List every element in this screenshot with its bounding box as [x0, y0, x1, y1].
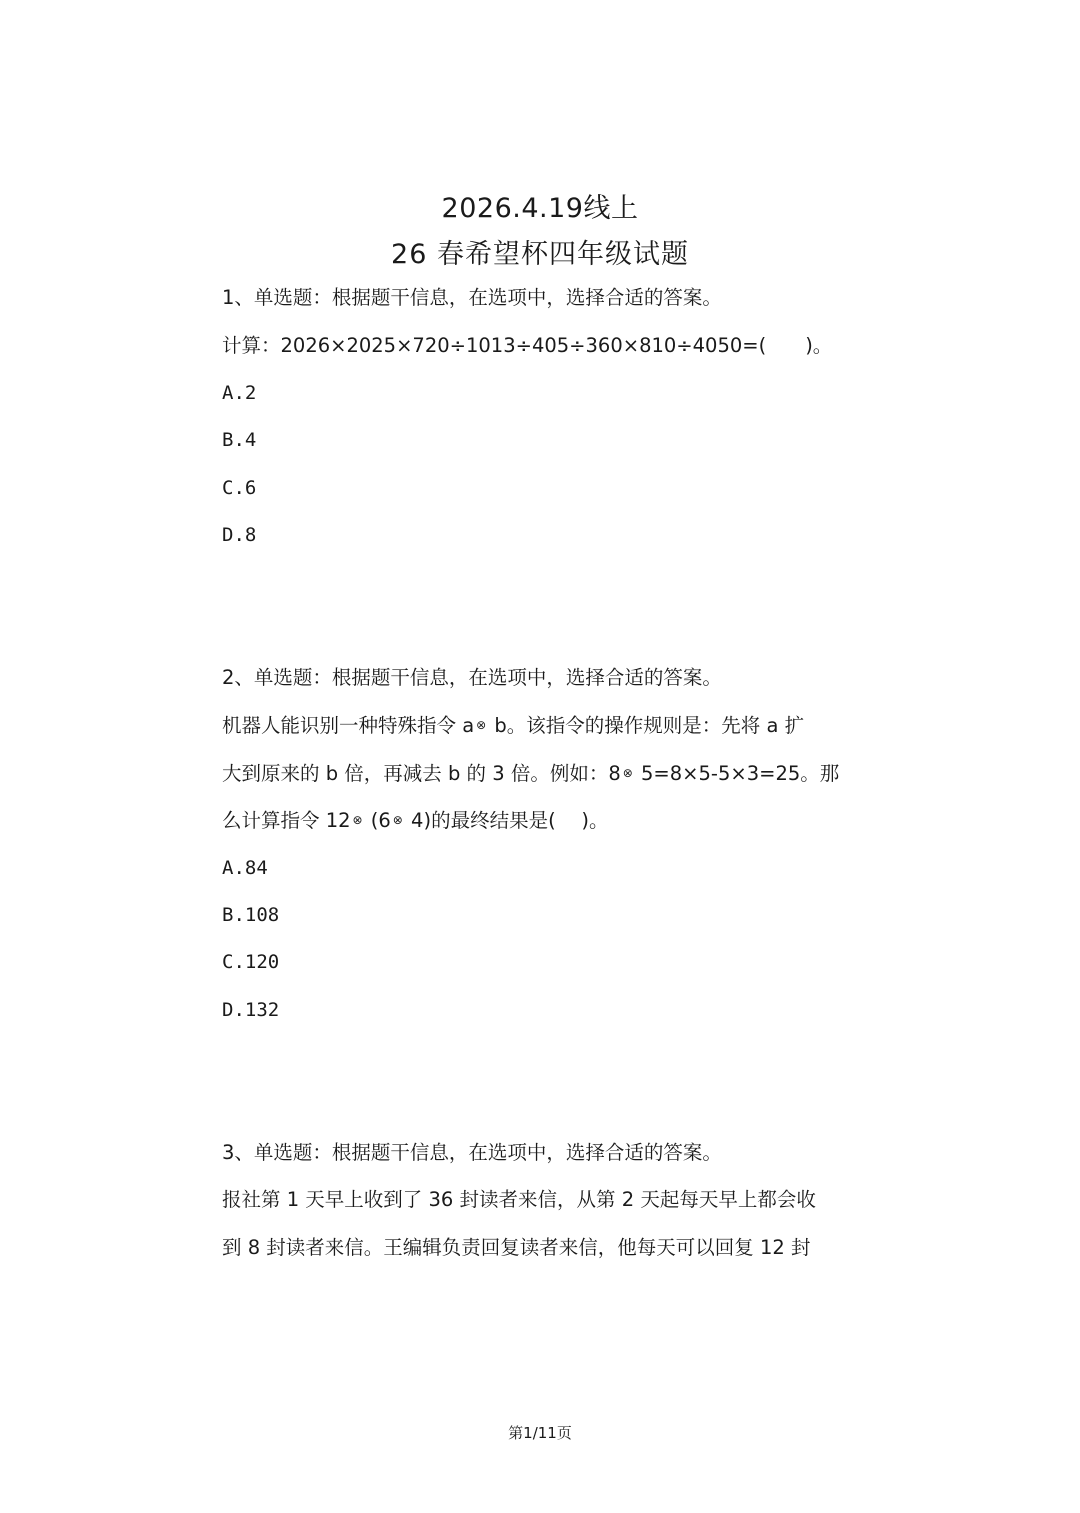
stem-text: (6	[364, 809, 391, 832]
page-title-date: 2026.4.19线上	[441, 193, 639, 224]
question-3-header: 3、单选题：根据题干信息，在选项中，选择合适的答案。	[222, 1141, 722, 1164]
question-1-stem: 计算：2026×2025×720÷1013÷405÷360×810÷4050=( )。	[222, 334, 833, 357]
question-2-option-a: A.84	[222, 857, 268, 879]
question-3-stem-line-2: 到 8 封读者来信。王编辑负责回复读者来信，他每天可以回复 12 封	[222, 1236, 811, 1259]
question-1-option-a: A.2	[222, 382, 257, 404]
question-2-header: 2、单选题：根据题干信息，在选项中，选择合适的答案。	[222, 666, 722, 689]
question-2-stem-line-3	[222, 806, 609, 835]
otimes-symbol: ⊗	[622, 766, 633, 780]
question-1-option-b: B.4	[222, 429, 257, 451]
page-number: 第1/11页	[508, 1424, 572, 1442]
stem-text: b。该指令的操作规则是：先将 a 扩	[488, 714, 805, 737]
stem-text: 么计算指令 12	[222, 809, 351, 832]
page-title: 26 春希望杯四年级试题	[391, 239, 689, 270]
stem-text: 机器人能识别一种特殊指令 a	[222, 714, 475, 737]
question-1-header: 1、单选题：根据题干信息，在选项中，选择合适的答案。	[222, 286, 722, 309]
question-2-stem-line-1	[222, 711, 804, 740]
question-2-stem-line-2	[222, 759, 839, 788]
question-2-option-d: D.132	[222, 999, 280, 1021]
question-2-option-c: C.120	[222, 951, 280, 973]
question-2-option-b: B.108	[222, 904, 280, 926]
question-1-option-c: C.6	[222, 477, 257, 499]
question-1-option-d: D.8	[222, 524, 257, 546]
stem-text: 5=8×5-5×3=25。那	[634, 762, 840, 785]
otimes-symbol: ⊗	[476, 718, 487, 732]
question-3-stem-line-1: 报社第 1 天早上收到了 36 封读者来信，从第 2 天起每天早上都会收	[222, 1188, 816, 1211]
otimes-symbol: ⊗	[352, 813, 363, 827]
stem-text: 大到原来的 b 倍，再减去 b 的 3 倍。例如：8	[222, 762, 621, 785]
stem-text: 4)的最终结果是( )。	[404, 809, 609, 832]
otimes-symbol: ⊗	[392, 813, 403, 827]
